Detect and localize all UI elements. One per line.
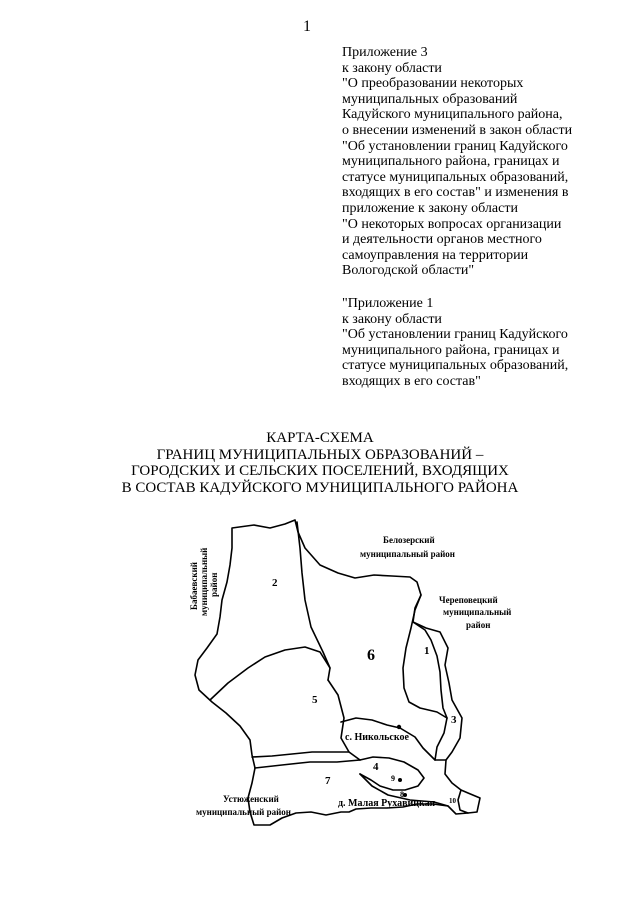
municipality-3: 3: [451, 714, 457, 726]
neighbor-belozersky-line2: муниципальный район: [360, 549, 455, 559]
annex-line: приложение к закону области: [342, 200, 518, 216]
annex-line: "Приложение 1: [342, 295, 434, 311]
annex-line: Приложение 3: [342, 45, 428, 60]
page-number: 1: [303, 18, 311, 35]
border-6-7: [255, 760, 360, 768]
annex-line: "Об установлении границ Кадуйского: [342, 327, 568, 343]
border-5-6: [328, 680, 360, 760]
annex-line: "Об установлении границ Кадуйского: [342, 138, 568, 154]
annex-line: самоуправления на территории: [342, 247, 529, 263]
annex-line: Кадуйского муниципального района,: [342, 107, 563, 123]
title-line: ГРАНИЦ МУНИЦИПАЛЬНЫХ ОБРАЗОВАНИЙ –: [156, 446, 484, 463]
annex-line: к закону области: [342, 311, 442, 327]
border-2-5: [210, 647, 330, 700]
neighbor-babaevsky-line3: район: [209, 572, 219, 597]
district-outer-border: [195, 520, 480, 825]
title-line: В СОСТАВ КАДУЙСКОГО МУНИЦИПАЛЬНОГО РАЙОНА: [121, 479, 519, 496]
annex-line: статусе муниципальных образований,: [342, 358, 569, 374]
municipality-1: 1: [424, 645, 430, 657]
annex-line: и деятельности органов местного: [342, 232, 542, 248]
annex-line: муниципальных образований: [342, 91, 518, 107]
municipality-7: 7: [325, 775, 331, 787]
border-5-7: [252, 752, 349, 757]
neighbor-cherepovetsky-line1: Череповецкий: [439, 595, 498, 605]
municipality-5: 5: [312, 694, 318, 706]
annex-line: "О некоторых вопросах организации: [342, 216, 562, 232]
settlement-9-dot: [398, 778, 402, 782]
annex-line: муниципального района, границах и: [342, 154, 560, 170]
annex-line: к закону области: [342, 60, 442, 76]
label-malaya-rukhavitskaya: д. Малая Рухавицкая: [338, 798, 436, 809]
neighbor-babaevsky-line1: Бабаевский: [189, 562, 199, 610]
nikolskoe-dot: [397, 725, 401, 729]
title-line: ГОРОДСКИХ И СЕЛЬСКИХ ПОСЕЛЕНИЙ, ВХОДЯЩИХ: [131, 463, 509, 479]
annex-line: "О преобразовании некоторых: [342, 76, 524, 92]
border-10: [458, 790, 468, 813]
neighbor-cherepovetsky-line2: муниципальный: [443, 607, 512, 617]
annex-line: муниципального района, границах и: [342, 342, 560, 358]
border-2-6: [297, 522, 330, 680]
municipality-6: 6: [367, 647, 375, 664]
neighbor-babaevsky-line2: муниципальный: [199, 547, 209, 616]
border-3: [435, 718, 447, 760]
municipality-10: 10: [449, 797, 456, 805]
municipality-9: 9: [391, 774, 395, 783]
title-line: КАРТА-СХЕМА: [266, 430, 374, 446]
annex-line: входящих в его состав" и изменения в: [342, 185, 569, 201]
neighbor-cherepovetsky-line3: район: [466, 620, 491, 630]
annex-line: о внесении изменений в закон области: [342, 122, 573, 138]
municipality-4: 4: [373, 761, 379, 773]
label-nikolskoe: с. Никольское: [345, 732, 409, 743]
neighbor-ustyuzhensky-line2: муниципальный район: [196, 807, 291, 817]
neighbor-ustyuzhensky-line1: Устюженский: [223, 794, 279, 804]
municipality-8: 8: [400, 790, 404, 799]
annex-line: статусе муниципальных образований,: [342, 169, 569, 185]
annex-line: входящих в его состав": [342, 373, 481, 389]
neighbor-belozersky-line1: Белозерский: [383, 535, 435, 545]
annex-line: Вологодской области": [342, 263, 475, 279]
municipality-2: 2: [272, 577, 278, 589]
